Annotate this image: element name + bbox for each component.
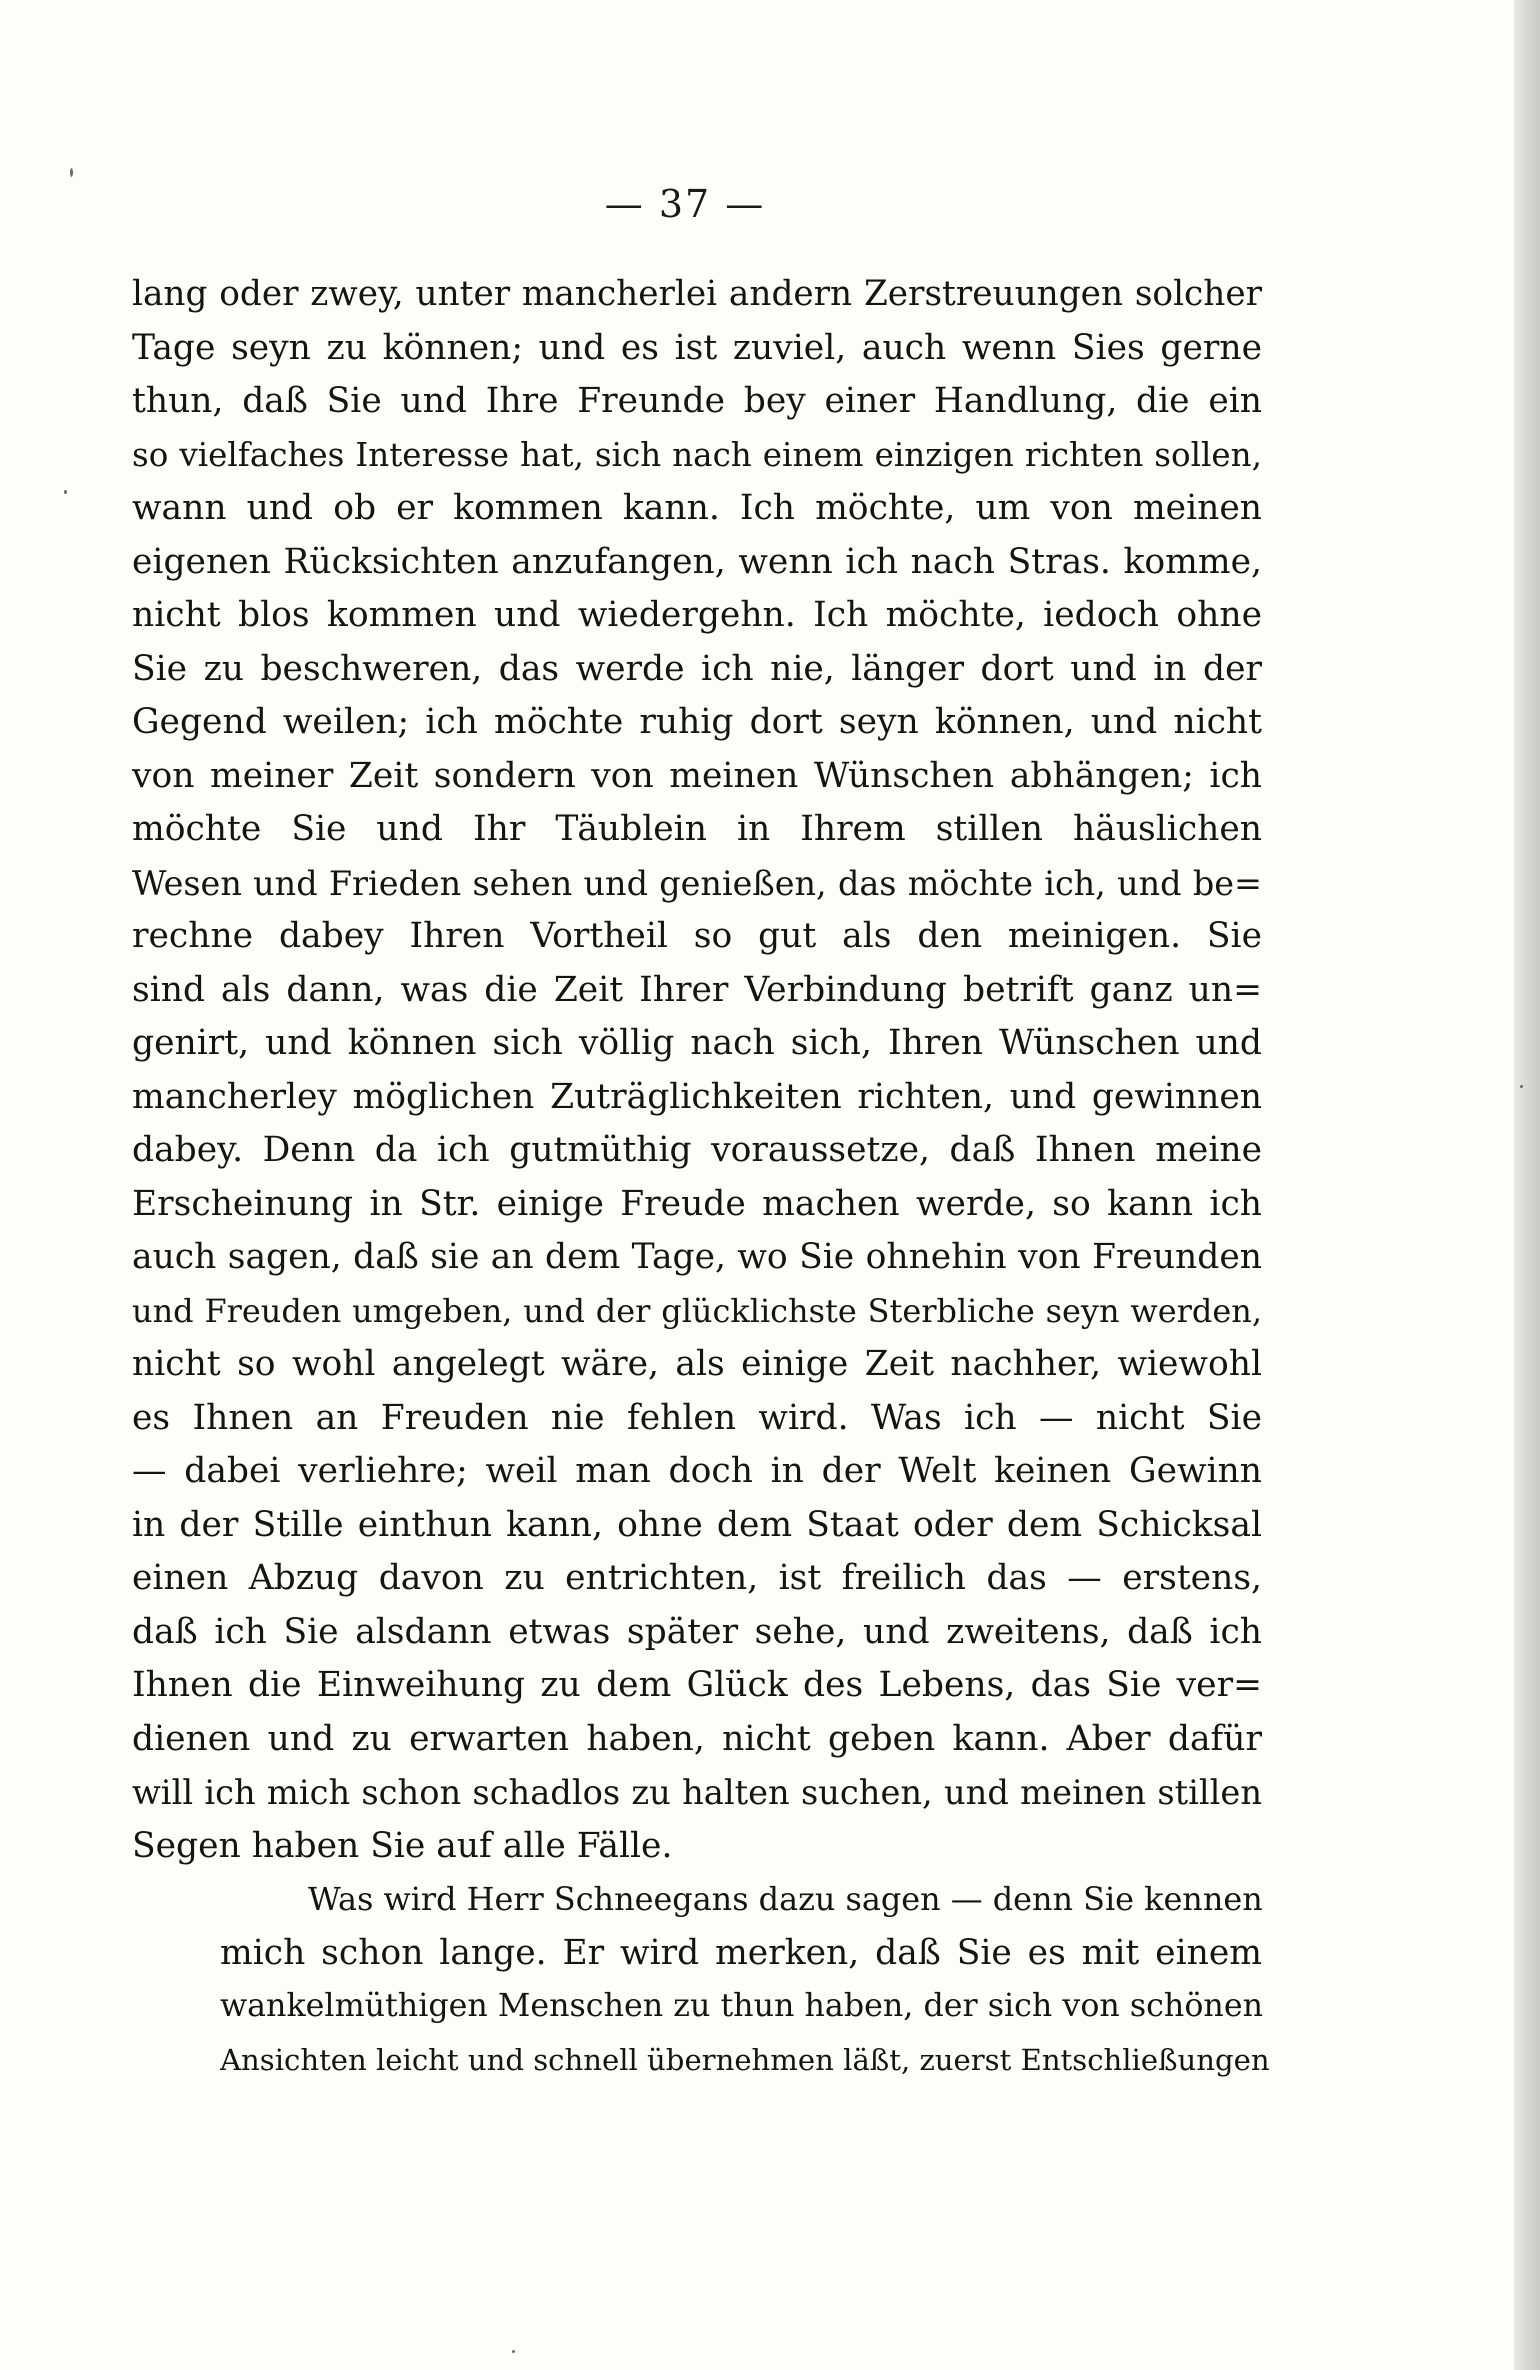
text-line: Tage seyn zu können; und es ist zuviel, auch wenn Sies gerne — [132, 327, 1262, 368]
text-line: wankelmüthigen Menschen zu thun haben, der sich von schönen — [220, 1988, 1264, 2024]
text-line: Ihnen die Einweihung zu dem Glück des Lebens, das Sie ver= — [132, 1665, 1262, 1705]
text-line: rechne dabey Ihren Vortheil so gut als den meinigen. Sie — [132, 916, 1262, 956]
text-line: mancherley möglichen Zuträglichkeiten richten, und gewinnen — [132, 1076, 1262, 1117]
text-line: eigenen Rücksichten anzufangen, wenn ich nach Stras. komme, — [132, 541, 1262, 582]
ink-speck — [64, 490, 67, 494]
text-line: möchte Sie und Ihr Täublein in Ihrem stillen häuslichen — [132, 809, 1262, 849]
ink-speck — [1520, 1085, 1523, 1088]
text-line: thun, daß Sie und Ihre Freunde bey einer Handlung, die ein — [132, 381, 1262, 421]
text-line: so vielfaches Interesse hat, sich nach einem einzigen richten sollen, — [132, 435, 1262, 474]
text-line: will ich mich schon schadlos zu halten suchen, und meinen stillen — [132, 1773, 1262, 1812]
text-line: Wesen und Frieden sehen und genießen, das möchte ich, und be= — [132, 863, 1262, 903]
text-line: Was wird Herr Schneegans dazu sagen — denn Sie kennen — [308, 1880, 1263, 1918]
text-line: einen Abzug davon zu entrichten, ist freilich das — erstens, — [132, 1558, 1262, 1598]
body-text — [132, 268, 1270, 2087]
text-line: dienen und zu erwarten haben, nicht geben kann. Aber dafür — [132, 1718, 1262, 1759]
text-line: in der Stille einthun kann, ohne dem Staat oder dem Schicksal — [132, 1504, 1262, 1545]
text-line: auch sagen, daß sie an dem Tage, wo Sie ohnehin von Freunden — [132, 1237, 1262, 1277]
text-line: Sie zu beschweren, das werde ich nie, länger dort und in der — [132, 648, 1262, 689]
text-line: Erscheinung in Str. einige Freude machen werde, so kann ich — [132, 1183, 1262, 1224]
ink-speck — [512, 2350, 515, 2353]
page-edge-shadow — [1514, 0, 1540, 2370]
text-line: und Freuden umgeben, und der glücklichste Sterbliche seyn werden, — [132, 1291, 1262, 1330]
text-line: lang oder zwey, unter mancherlei andern Zerstreuungen solcher — [132, 274, 1262, 314]
paragraph-2 — [132, 1873, 1270, 2087]
text-line: nicht blos kommen und wiedergehn. Ich möchte, iedoch ohne — [132, 595, 1262, 635]
page-number: — 37 — — [604, 182, 766, 226]
text-line: es Ihnen an Freuden nie fehlen wird. Was ich — nicht Sie — [132, 1397, 1262, 1438]
paragraph-1 — [132, 268, 1262, 1873]
text-line: genirt, und können sich völlig nach sich, Ihren Wünschen und — [132, 1023, 1262, 1063]
text-line: nicht so wohl angelegt wäre, als einige Zeit nachher, wiewohl — [132, 1344, 1262, 1384]
ink-speck — [70, 168, 73, 177]
text-line: Segen haben Sie auf alle Fälle. — [132, 1825, 673, 1866]
text-line: — dabei verliehre; weil man doch in der Welt keinen Gewinn — [132, 1451, 1262, 1491]
text-line: daß ich Sie alsdann etwas später sehe, und zweitens, daß ich — [132, 1611, 1262, 1652]
text-line: von meiner Zeit sondern von meinen Wünschen abhängen; ich — [132, 755, 1262, 796]
text-line: mich schon lange. Er wird merken, daß Sie es mit einem — [220, 1932, 1262, 1973]
text-line: Ansichten leicht und schnell übernehmen läßt, zuerst Entschließungen — [220, 2042, 1270, 2077]
text-line: sind als dann, was die Zeit Ihrer Verbindung betrift ganz un= — [132, 969, 1262, 1010]
text-line: dabey. Denn da ich gutmüthig voraussetze, daß Ihnen meine — [132, 1130, 1262, 1170]
text-line: Gegend weilen; ich möchte ruhig dort seyn können, und nicht — [132, 702, 1262, 742]
text-line: wann und ob er kommen kann. Ich möchte, um von meinen — [132, 488, 1262, 528]
